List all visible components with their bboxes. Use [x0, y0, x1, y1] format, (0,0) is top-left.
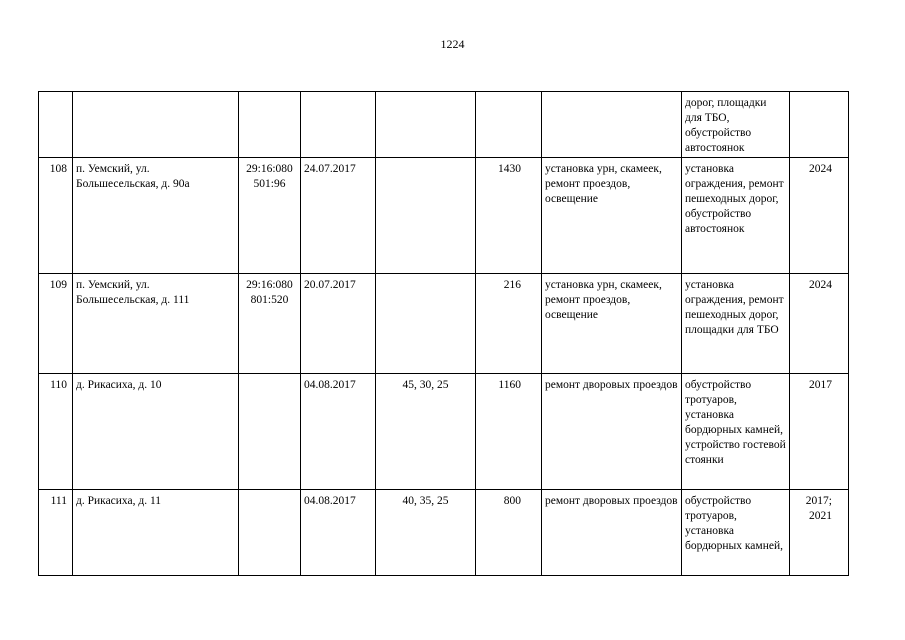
area-cell: [476, 92, 542, 158]
table-row: [39, 158, 849, 274]
address-cell: п. Уемский, ул. Большесельская, д. 111: [73, 274, 239, 374]
additional-works-cell: дорог, площадки для ТБО, обустройство автостоянок: [682, 92, 790, 158]
cadastral-cell: [239, 374, 301, 490]
params-cell: [376, 158, 476, 274]
page-number: 1224: [440, 37, 465, 51]
address-cell: д. Рикасиха, д. 11: [73, 490, 239, 576]
additional-works-cell: установка ограждения, ремонт пешеходных дорог, обустройство автостоянок: [682, 158, 790, 274]
row-number: 108: [39, 158, 73, 274]
cadastral-cell: [239, 92, 301, 158]
date-cell: 24.07.2017: [301, 158, 376, 274]
additional-works-cell: обустройство тротуаров, установка бордюрных камней, устройство гостевой стоянки: [682, 374, 790, 490]
address-cell: [73, 92, 239, 158]
date-cell: [301, 92, 376, 158]
minimal-works-cell: ремонт дворовых проездов: [542, 374, 682, 490]
minimal-works-cell: ремонт дворовых проездов: [542, 490, 682, 576]
register-table: [38, 91, 849, 576]
area-cell: 216: [476, 274, 542, 374]
year-cell: 2017; 2021: [790, 490, 849, 576]
params-cell: 45, 30, 25: [376, 374, 476, 490]
date-cell: 04.08.2017: [301, 490, 376, 576]
area-cell: 800: [476, 490, 542, 576]
cadastral-cell: 29:16:080 801:520: [239, 274, 301, 374]
additional-works-cell: обустройство тротуаров, установка бордюрных камней,: [682, 490, 790, 576]
row-number: [39, 92, 73, 158]
table-row: [39, 92, 849, 158]
area-cell: 1160: [476, 374, 542, 490]
year-cell: 2024: [790, 274, 849, 374]
address-cell: п. Уемский, ул. Большесельская, д. 90а: [73, 158, 239, 274]
table-row: [39, 490, 849, 576]
minimal-works-cell: [542, 92, 682, 158]
params-cell: [376, 92, 476, 158]
params-cell: 40, 35, 25: [376, 490, 476, 576]
row-number: 111: [39, 490, 73, 576]
minimal-works-cell: установка урн, скамеек, ремонт проездов, освещение: [542, 274, 682, 374]
address-cell: д. Рикасиха, д. 10: [73, 374, 239, 490]
area-cell: 1430: [476, 158, 542, 274]
row-number: 109: [39, 274, 73, 374]
date-cell: 04.08.2017: [301, 374, 376, 490]
row-number: 110: [39, 374, 73, 490]
params-cell: [376, 274, 476, 374]
year-cell: 2017: [790, 374, 849, 490]
cadastral-cell: 29:16:080 501:96: [239, 158, 301, 274]
year-cell: 2024: [790, 158, 849, 274]
year-cell: [790, 92, 849, 158]
table-row: [39, 374, 849, 490]
table-row: [39, 274, 849, 374]
cadastral-cell: [239, 490, 301, 576]
date-cell: 20.07.2017: [301, 274, 376, 374]
additional-works-cell: установка ограждения, ремонт пешеходных дорог, площадки для ТБО: [682, 274, 790, 374]
minimal-works-cell: установка урн, скамеек, ремонт проездов, освещение: [542, 158, 682, 274]
